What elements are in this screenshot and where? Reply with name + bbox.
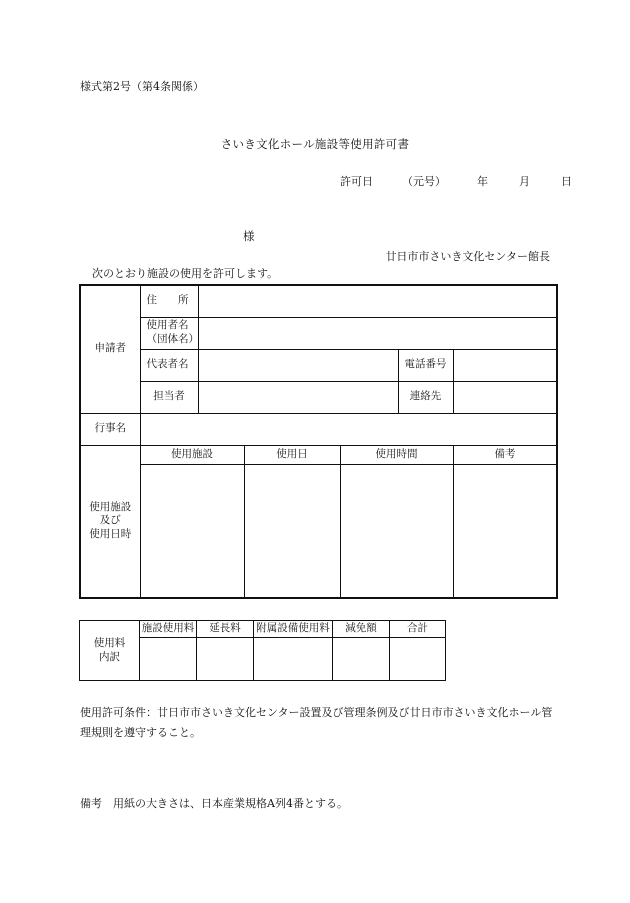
col-header-facility-fee: 施設使用料 [140, 621, 197, 638]
remarks-field[interactable] [453, 464, 557, 598]
facility-fee-field[interactable] [140, 638, 197, 681]
address-label: 住 所 [140, 285, 198, 317]
addressee-honorific: 様 [243, 229, 255, 243]
issuer: 廿日市市さいき文化センター館長 [385, 250, 550, 263]
day-label: 日 [561, 175, 572, 188]
phone-label: 電話番号 [398, 349, 453, 381]
contact-field[interactable] [453, 381, 557, 413]
form-code: 様式第2号（第4条関係） [80, 80, 204, 93]
total-field[interactable] [390, 638, 446, 681]
contact-label: 連絡先 [398, 381, 453, 413]
fee-label-line1: 使用料 [93, 636, 126, 649]
contact-person-field[interactable] [198, 381, 398, 413]
document-title: さいき文化ホール施設等使用許可書 [220, 137, 410, 151]
permit-date-line [340, 176, 572, 187]
event-name-field[interactable] [140, 413, 557, 445]
usage-label-line3: 使用日時 [89, 528, 132, 541]
representative-field[interactable] [198, 349, 398, 381]
permit-date-label: 許可日 [340, 175, 373, 188]
usage-label-line1: 使用施設 [89, 500, 132, 513]
intro-text: 次のとおり施設の使用を許可します。 [92, 267, 279, 280]
col-header-remarks: 備考 [453, 445, 557, 464]
col-header-extension-fee: 延長料 [197, 621, 254, 638]
user-name-label-line2: （団体名） [146, 333, 199, 345]
fee-breakdown-label [80, 621, 140, 681]
col-header-total: 合計 [390, 621, 446, 638]
fee-label-line2: 内訳 [99, 650, 120, 663]
usage-conditions: 使用許可条件：廿日市市さいき文化センター設置及び管理条例及び廿日市市さいき文化ホール管理規則を遵守すること。 [80, 706, 553, 739]
event-name-label: 行事名 [80, 413, 140, 445]
time-field[interactable] [340, 464, 453, 598]
phone-field[interactable] [453, 349, 557, 381]
paper-size-note: 備考 用紙の大きさは、日本産業規格A列4番とする。 [80, 797, 348, 810]
facility-field[interactable] [140, 464, 244, 598]
reduction-field[interactable] [333, 638, 390, 681]
user-name-label [140, 317, 198, 349]
col-header-equipment-fee: 附属設備使用料 [254, 621, 333, 638]
equipment-fee-field[interactable] [254, 638, 333, 681]
usage-label-line2: 及び [99, 514, 121, 527]
month-label: 月 [519, 175, 530, 188]
applicant-table [79, 284, 558, 599]
fee-table [79, 620, 446, 681]
date-field[interactable] [244, 464, 340, 598]
year-label: 年 [477, 175, 488, 188]
extension-fee-field[interactable] [197, 638, 254, 681]
user-name-field[interactable] [198, 317, 557, 349]
applicant-label: 申請者 [80, 285, 140, 413]
col-header-time: 使用時間 [340, 445, 453, 464]
col-header-reduction: 減免額 [333, 621, 390, 638]
col-header-facility: 使用施設 [140, 445, 244, 464]
representative-label: 代表者名 [140, 349, 198, 381]
era-label: （元号） [402, 175, 446, 188]
address-field[interactable] [198, 285, 557, 317]
col-header-date: 使用日 [244, 445, 340, 464]
usage-label [80, 445, 140, 598]
contact-person-label: 担当者 [140, 381, 198, 413]
user-name-label-line1: 使用者名 [146, 319, 189, 332]
